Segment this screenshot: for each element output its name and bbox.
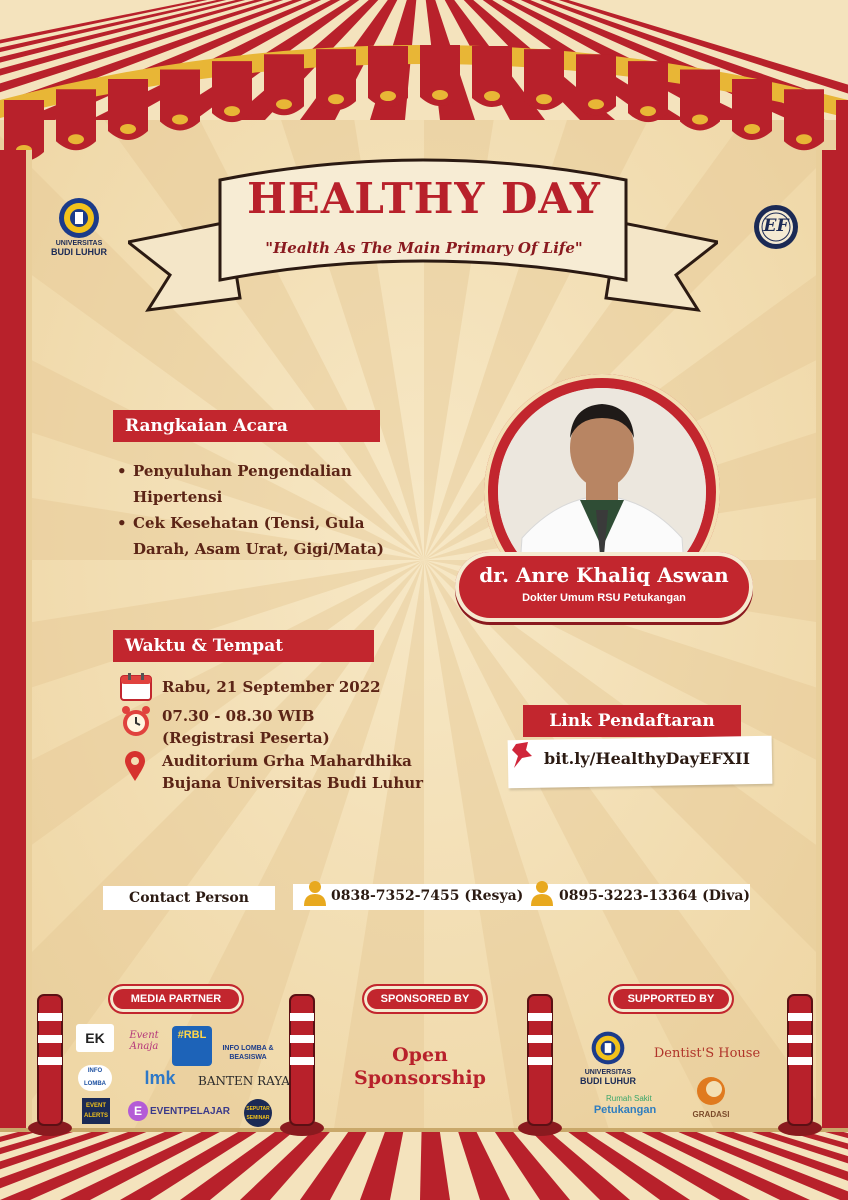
speaker-name: dr. Anre Khaliq Aswan (479, 563, 729, 587)
page-title: HEALTHY DAY (247, 174, 601, 223)
event-time-note: (Registrasi Peserta) (162, 729, 330, 747)
media-logo-eventalerts: EVENT ALERTS (82, 1098, 110, 1124)
media-logo-lmk: lmk (144, 1068, 176, 1088)
support-logo-dentists-house: Dentist'S House (653, 1046, 761, 1061)
event-date: Rabu, 21 September 2022 (162, 678, 381, 696)
contact-label: Contact Person (103, 886, 275, 910)
media-logo-rbl: #RBL (172, 1026, 212, 1066)
time-row (120, 705, 330, 749)
list-item: • Cek Kesehatan (Tensi, Gula Darah, Asam Urat, Gigi/Mata) (133, 510, 405, 562)
eventpelajar-icon: E (128, 1101, 148, 1121)
location-pin-icon (124, 750, 146, 782)
registration-heading: Link Pendaftaran (523, 705, 741, 737)
ef-logo (752, 203, 800, 251)
support-logo-univ-line1: UNIVERSITAS (584, 1069, 632, 1076)
support-logo-univ-line2: BUDI LUHUR (580, 1076, 636, 1086)
pushpin-icon (510, 740, 538, 770)
support-logo-rs-line1: Rumah Sakit (606, 1094, 652, 1103)
event-time: 07.30 - 08.30 WIB (162, 707, 315, 725)
sponsored-by-badge: SPONSORED BY (362, 984, 488, 1014)
media-logo-infolomba: INFO LOMBA (78, 1065, 112, 1091)
event-place-line2: Bujana Universitas Budi Luhur (162, 774, 424, 792)
date-row (120, 673, 381, 701)
page-subtitle: "Health As The Main Primary Of Life" (265, 239, 583, 257)
university-seal-icon (57, 196, 101, 240)
event-place-line1: Auditorium Grha Mahardhika (162, 752, 412, 770)
contact-person-2[interactable]: 0895-3223-13364 (Diva) (559, 888, 751, 904)
media-logo-eventpelajar: EVENTPELAJAR (150, 1106, 231, 1117)
media-partner-badge: MEDIA PARTNER (108, 984, 244, 1014)
place-row (124, 750, 423, 794)
waktu-heading: Waktu & Tempat (113, 630, 374, 662)
university-seal-icon (590, 1030, 626, 1066)
alarm-clock-icon (120, 705, 152, 739)
support-logo-gradasi: GRADASI (692, 1110, 730, 1119)
calendar-icon (120, 673, 152, 701)
media-logo-eventanaja: Event Anaja (129, 1030, 159, 1052)
registration-link[interactable]: bit.ly/HealthyDayEFXII (544, 749, 750, 768)
university-logo (48, 196, 110, 256)
media-logo-bantenraya: BANTEN RAYA (198, 1074, 290, 1088)
rangkaian-heading: Rangkaian Acara (113, 410, 380, 442)
rangkaian-list (115, 458, 405, 562)
person-icon (530, 879, 554, 907)
media-logo-infolomba-beasiswa: INFO LOMBA & BEASISWA (222, 1045, 274, 1061)
open-sponsorship: Open Sponsorship (354, 1044, 486, 1089)
list-item: • Penyuluhan Pengendalian Hipertensi (133, 458, 405, 510)
ef-logo-text: EF (763, 216, 789, 236)
media-logo-ek: EK (76, 1024, 114, 1052)
university-logo-line1: UNIVERSITAS (55, 240, 103, 247)
contact-person-1[interactable]: 0838-7352-7455 (Resya) (331, 888, 524, 904)
gradasi-icon (696, 1076, 726, 1106)
support-logo-rs-line2: Petukangan (593, 1104, 657, 1116)
university-logo-line2: BUDI LUHUR (51, 247, 107, 257)
supported-by-badge: SUPPORTED BY (608, 984, 734, 1014)
media-logo-seputarseminar: SEPUTAR SEMINAR (244, 1099, 272, 1127)
speaker-role: Dokter Umum RSU Petukangan (522, 592, 686, 604)
person-icon (303, 879, 327, 907)
